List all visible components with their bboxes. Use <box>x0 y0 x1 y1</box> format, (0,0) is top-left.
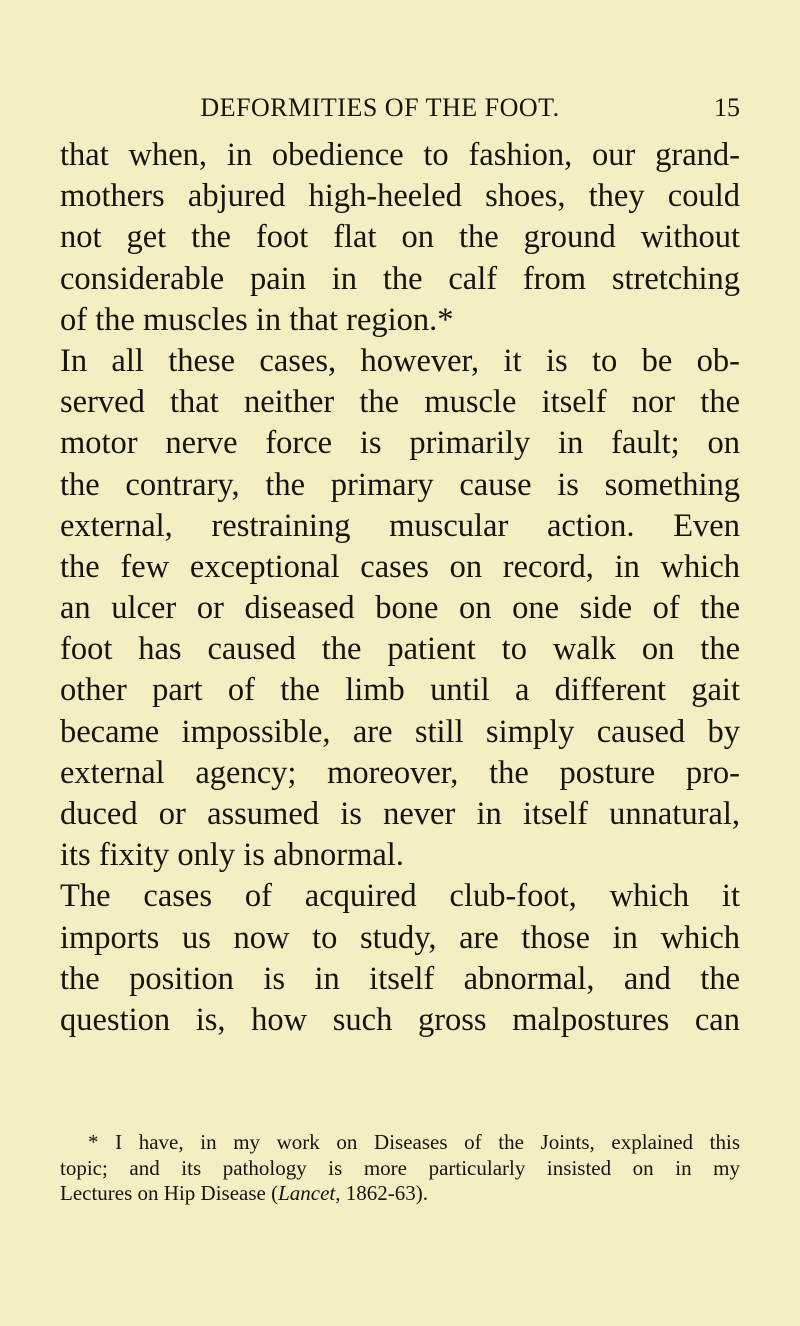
footnote <box>60 1130 740 1207</box>
text-line: not get the foot flat on the ground without <box>60 219 740 256</box>
text-line: The cases of acquired club-foot, which it <box>60 878 740 915</box>
running-head <box>60 88 740 128</box>
footnote-text: 1862-63). <box>340 1181 428 1205</box>
text-line: external, restraining muscular action. Even <box>60 507 740 544</box>
text-line: an ulcer or diseased bone on one side of the <box>60 590 740 627</box>
page-number: 15 <box>714 93 740 122</box>
running-title: DEFORMITIES OF THE FOOT. <box>200 93 560 122</box>
text-line: its fixity only is abnormal. <box>60 837 404 874</box>
text-line: In all these cases, however, it is to be ob- <box>60 342 740 379</box>
text-line: question is, how such gross malpostures can <box>60 1001 740 1038</box>
text-line: the position is in itself abnormal, and the <box>60 960 740 997</box>
text-line: external agency; moreover, the posture pro- <box>60 754 740 791</box>
text-line: the contrary, the primary cause is something <box>60 466 740 503</box>
text-line: foot has caused the patient to walk on the <box>60 631 740 668</box>
text-line: other part of the limb until a different gait <box>60 672 740 709</box>
text-line: that when, in obedience to fashion, our grand- <box>60 137 740 173</box>
footnote-line: topic; and its pathology is more particularly insisted on in my <box>60 1155 740 1180</box>
text-line: became impossible, are still simply caused by <box>60 713 740 750</box>
text-line: mothers abjured high-heeled shoes, they could <box>60 178 740 215</box>
text-line: the few exceptional cases on record, in which <box>60 548 740 585</box>
footnote-italic-citation: Lancet, <box>278 1181 341 1205</box>
footnote-line <box>60 1181 740 1207</box>
footnote-line: * I have, in my work on Diseases of the Joints, explained this <box>88 1130 740 1154</box>
text-line: imports us now to study, are those in which <box>60 919 740 956</box>
body-text <box>60 135 740 1041</box>
text-line: of the muscles in that region.* <box>60 301 454 338</box>
text-line: considerable pain in the calf from stretching <box>60 260 740 297</box>
text-line: motor nerve force is primarily in fault; on <box>60 425 740 462</box>
text-line: served that neither the muscle itself nor the <box>60 384 740 421</box>
text-line: duced or assumed is never in itself unnatural, <box>60 796 740 832</box>
footnote-text: Lectures on Hip Disease ( <box>60 1181 279 1205</box>
